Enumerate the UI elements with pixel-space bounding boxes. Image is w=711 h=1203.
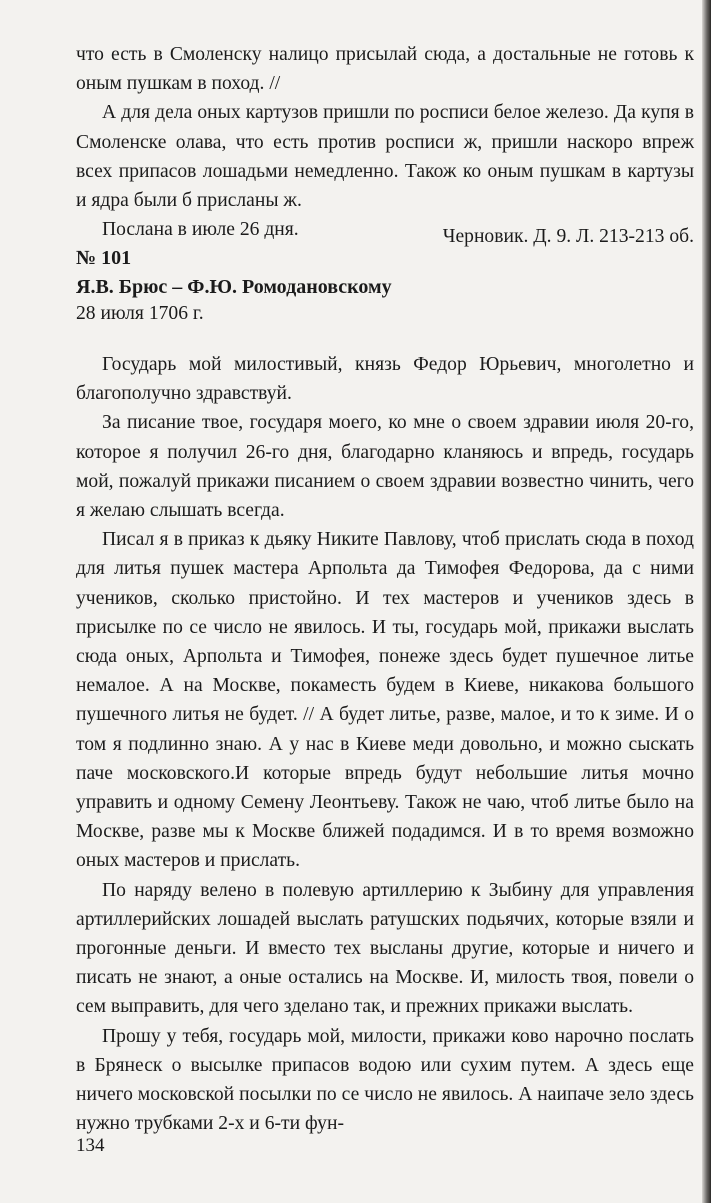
previous-letter-ending	[76, 40, 694, 244]
paragraph: А для дела оных картузов пришли по росписи белое железо. Да купя в Смоленске олава, что есть против росписи ж, пришли наскоро впреж всех припасов лошадьми немедленно. Також ко оным пушкам в картузы и ядра были б присланы ж.	[76, 102, 694, 212]
paragraph: За писание твое, государя моего, ко мне о своем здравии июля 20-го, которое я получил 26-го дня, благодарно кланяюсь и впредь, государь мой, пожалуй прикажи писанием о своем здравии возвестно чинить, чего я желаю слышать всегда.	[76, 412, 694, 522]
paragraph: По наряду велено в полевую артиллерию к Зыбину для управления артиллерийских лошадей выслать ратушских подьячих, которые взяли и прогонные деньги. И вместо тех высланы другие, которые и ничего и писать не знают, а оные остались на Москве. И, милость твоя, повели о сем выправить, для чего зделано так, и прежних прикажи выслать.	[76, 879, 694, 1018]
paragraph: Прошу у тебя, государь мой, милости, прикажи ково нарочно послать в Брянеск о высылке припасов водою или сухим путем. А здесь еще ничего московской посылки по се число не явилось. А наипаче зело здесь нужно трубками 2-х и 6-ти фун-	[76, 1025, 694, 1135]
source-note: Черновик. Д. 9. Л. 213-213 об.	[442, 226, 694, 247]
document-title: Я.В. Брюс – Ф.Ю. Ромодановскому	[76, 276, 392, 298]
page-number: 134	[76, 1135, 105, 1156]
document-date: 28 июля 1706 г.	[76, 303, 204, 324]
letter-body	[76, 350, 694, 1138]
paragraph: Послана в июле 26 дня.	[102, 219, 299, 241]
book-spine-shadow	[702, 0, 711, 1203]
paragraph: Государь мой милостивый, князь Федор Юрьевич, многолетно и благополучно здравствуй.	[76, 354, 694, 405]
paragraph: что есть в Смоленску налицо присылай сюда, а достальные не готовь к оным пушкам в поход. //	[76, 44, 694, 95]
paragraph: Писал я в приказ к дьяку Никите Павлову, чтоб прислать сюда в поход для литья пушек мастера Арпольта да Тимофея Федорова, да с ними учеников, сколько пристойно. И тех мастеров и учеников здесь в присылке по се число не явилось. И ты, государь мой, прикажи выслать сюда оных, Арпольта и Тимофея, понеже здесь будет пушечное литье немалое. А на Москве, покаместь будем в Киеве, никакова большого пушечного литья не будет. // А будет литье, разве, малое, и то к зиме. И о том я подлинно знаю. А у нас в Киеве меди довольно, и можно сыскать паче московского.И которые впредь будут небольшие литья мочно управить и одному Семену Леонтьеву. Також не чаю, чтоб литье было на Москве, разве мы к Москве ближей подадимся. И в то время возможно оных мастеров и прислать.	[76, 529, 694, 872]
document-number: № 101	[76, 247, 132, 269]
